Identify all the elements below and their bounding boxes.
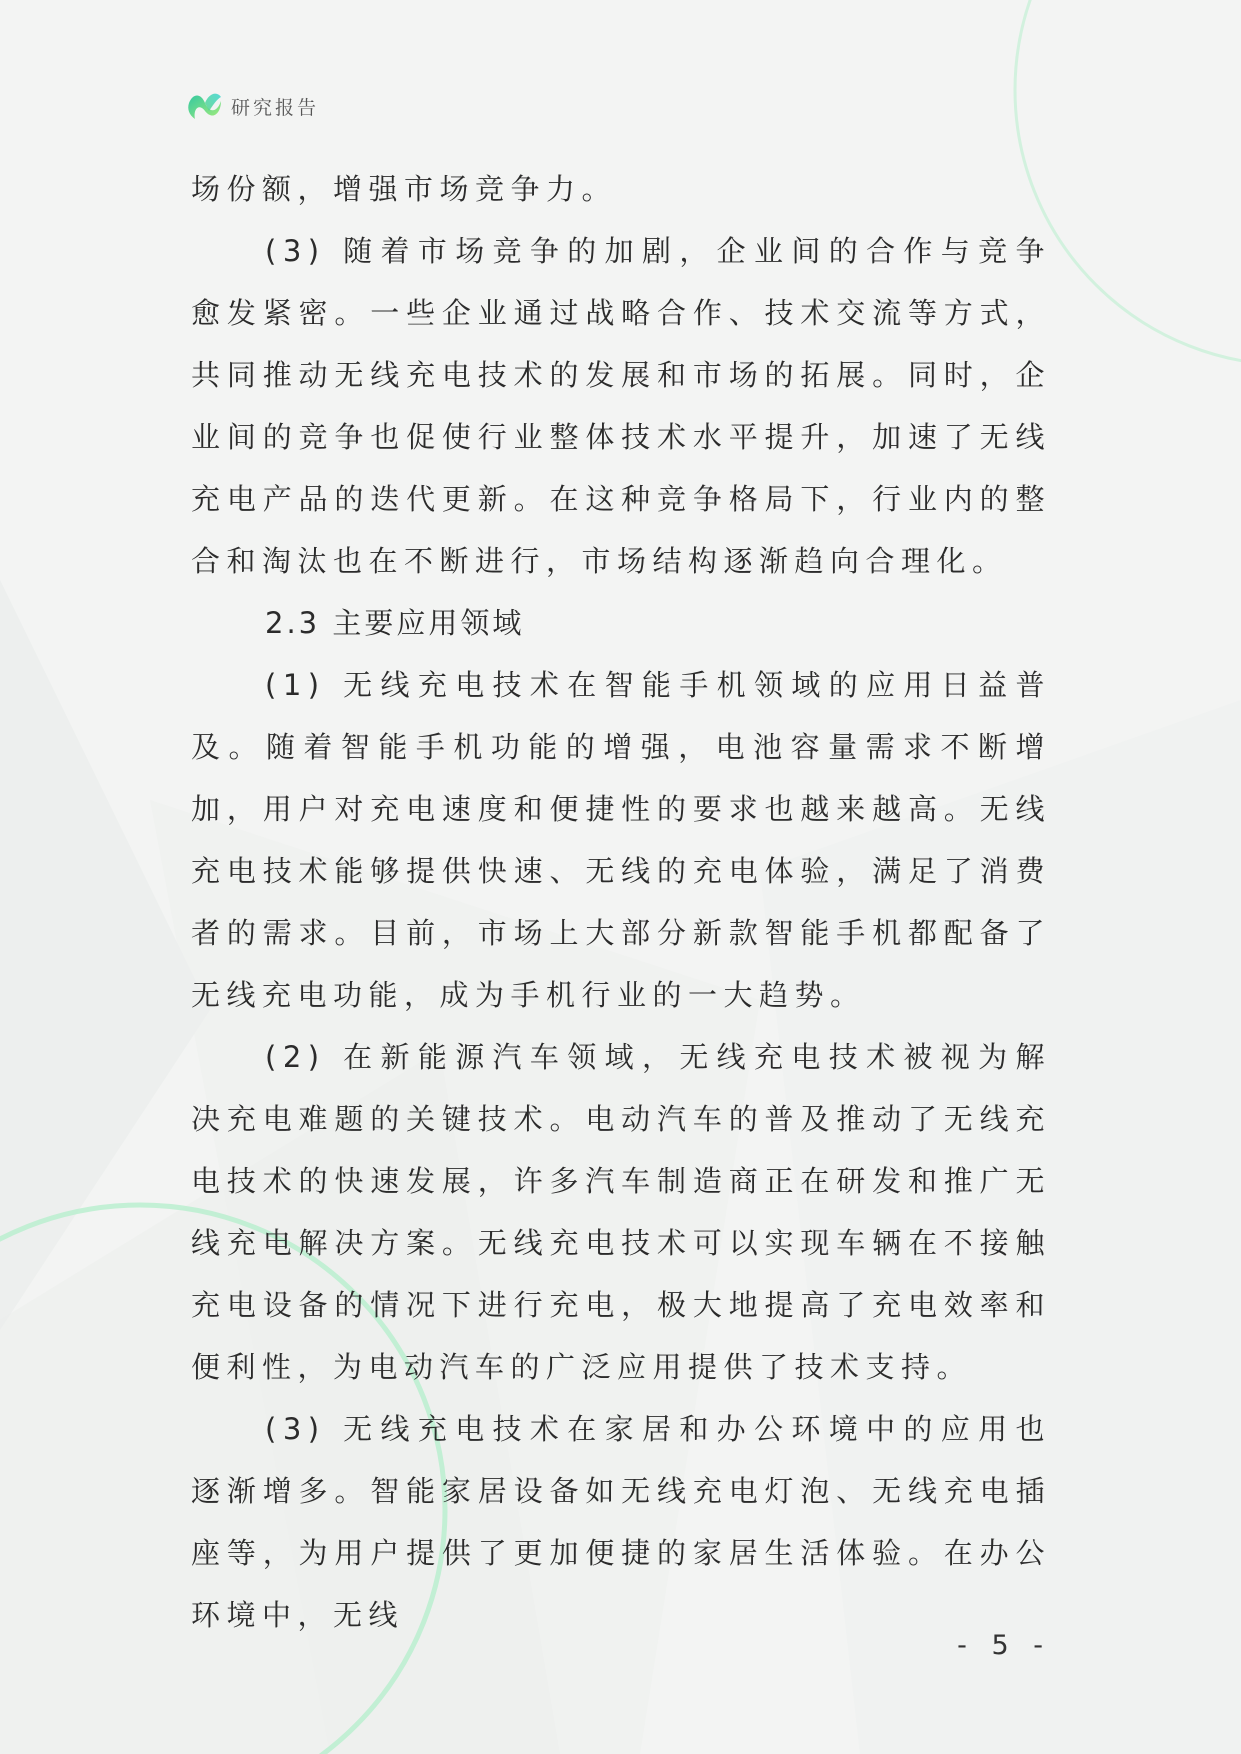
paragraph-smartphone: (1) 无线充电技术在智能手机领域的应用日益普及。随着智能手机功能的增强，电池容量需求不断增加，用户对充电速度和便捷性的要求也越来越高。无线充电技术能够提供快速、无线的充电体验，满足了消费者的需求。目前，市场上大部分新款智能手机都配备了无线充电功能，成为手机行业的一大趋势。 [191, 668, 1051, 1012]
paragraph-home-office: (3) 无线充电技术在家居和办公环境中的应用也逐渐增多。智能家居设备如无线充电灯泡、无线充电插座等，为用户提供了更加便捷的家居生活体验。在办公环境中，无线 [191, 1412, 1051, 1632]
paragraph-market-competition: (3) 随着市场竞争的加剧，企业间的合作与竞争愈发紧密。一些企业通过战略合作、技术交流等方式，共同推动无线充电技术的发展和市场的拓展。同时，企业间的竞争也促使行业整体技术水平提升，加速了无线充电产品的迭代更新。在这种竞争格局下，行业内的整合和淘汰也在不断进行，市场结构逐渐趋向合理化。 [191, 234, 1051, 578]
section-heading: 2.3 主要应用领域 [265, 606, 525, 640]
header-title: 研究报告 [231, 96, 320, 119]
page-number: - 5 - [957, 1630, 1051, 1661]
document-body [191, 158, 1051, 1646]
report-header [187, 88, 319, 124]
paragraph-electric-vehicle: (2) 在新能源汽车领域，无线充电技术被视为解决充电难题的关键技术。电动汽车的普及推动了无线充电技术的快速发展，许多汽车制造商正在研发和推广无线充电解决方案。无线充电技术可以实现车辆在不接触充电设备的情况下进行充电，极大地提高了充电效率和便利性，为电动汽车的广泛应用提供了技术支持。 [191, 1040, 1051, 1384]
paragraph-continuation: 场份额，增强市场竞争力。 [191, 172, 618, 206]
brand-logo-icon [187, 89, 223, 123]
